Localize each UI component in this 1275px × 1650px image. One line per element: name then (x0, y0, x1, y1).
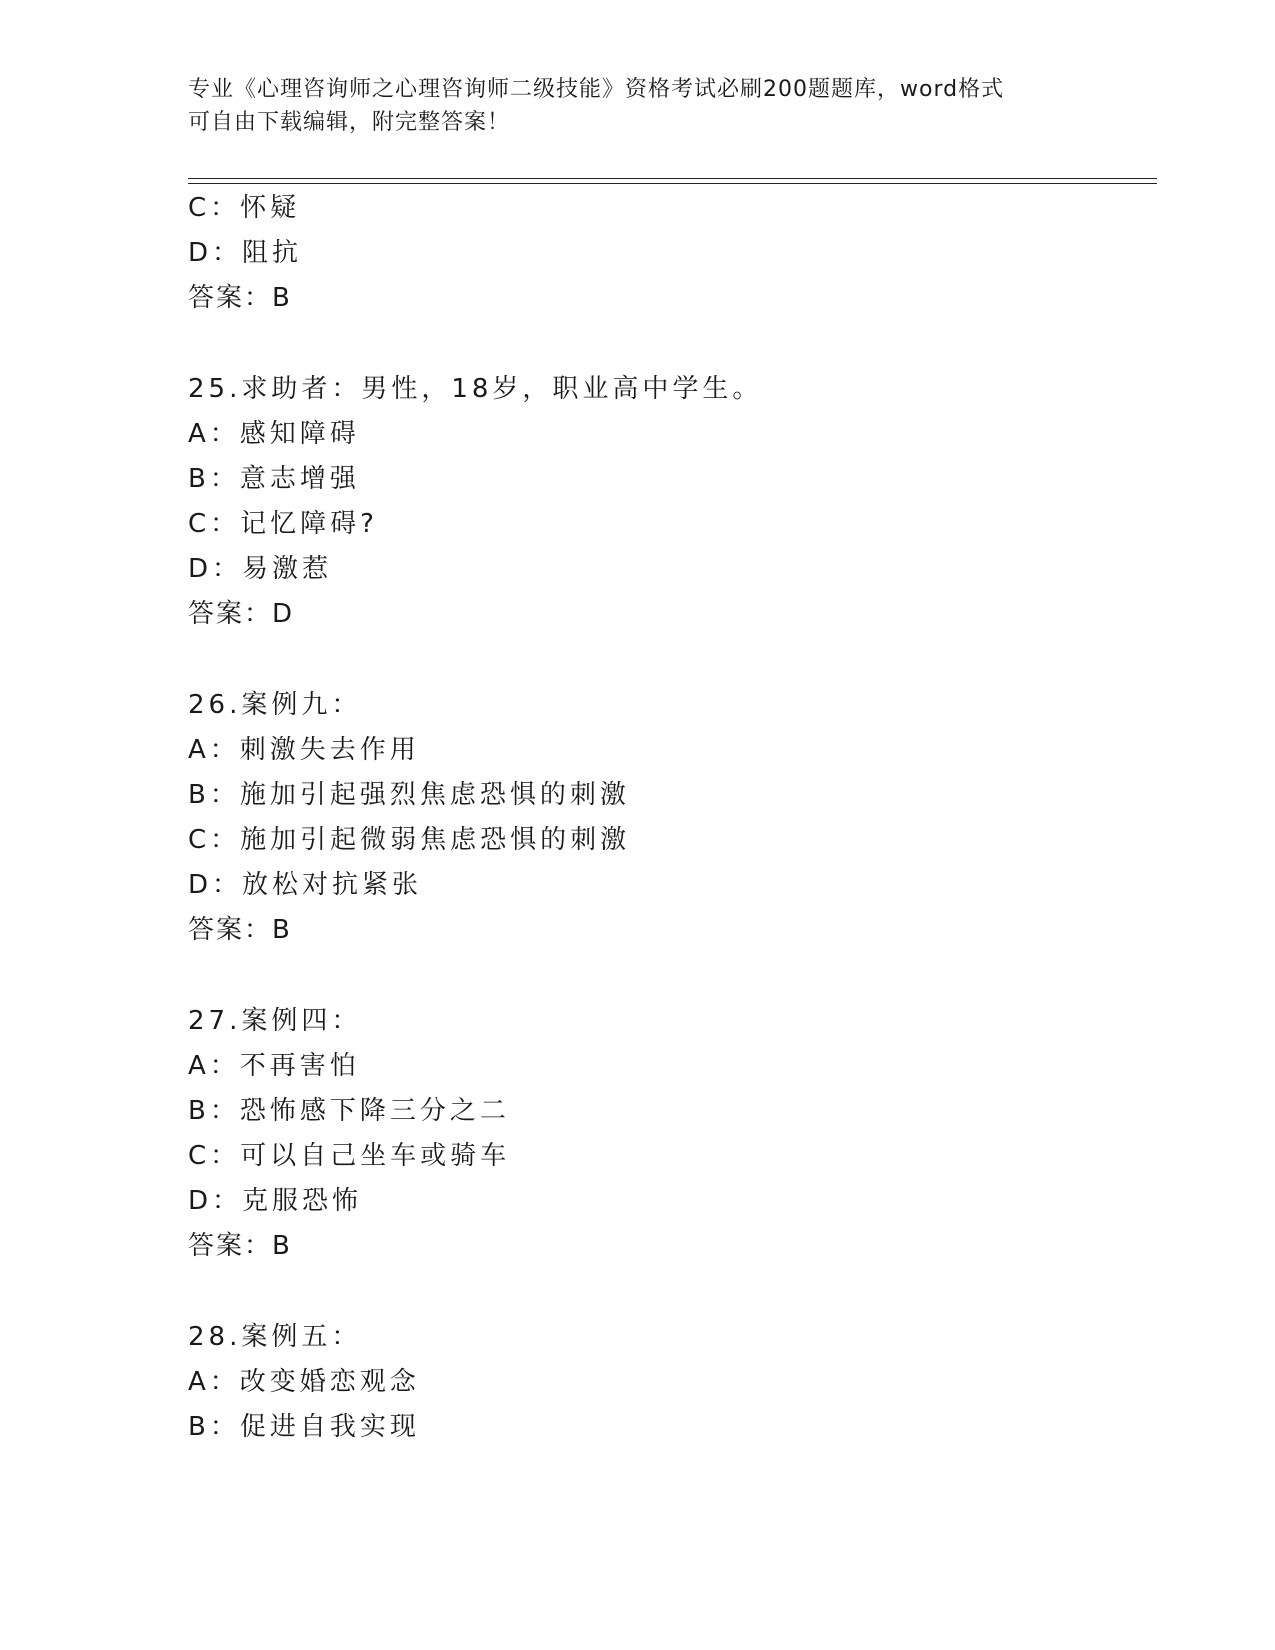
question-28-stem: 28.案例五： (188, 1322, 362, 1352)
question-27-option-b: B：恐怖感下降三分之二 (188, 1096, 510, 1126)
question-27-option-d: D：克服恐怖 (188, 1186, 363, 1216)
document-header (188, 73, 1088, 139)
question-27-option-c: C：可以自己坐车或骑车 (188, 1141, 511, 1171)
header-title-line-1: 专业《心理咨询师之心理咨询师二级技能》资格考试必刷200题题库，word格式 (188, 77, 1005, 102)
question-26-option-d: D：放松对抗紧张 (188, 870, 423, 900)
question-28-option-a: A：改变婚恋观念 (188, 1367, 420, 1397)
question-26-stem: 26.案例九： (188, 690, 362, 720)
answer-line: 答案：B (188, 283, 292, 313)
question-25-stem: 25.求助者：男性，18岁，职业高中学生。 (188, 374, 763, 404)
question-26-answer: 答案：B (188, 915, 292, 945)
question-25-option-c: C：记忆障碍? (188, 509, 378, 539)
question-27-stem: 27.案例四： (188, 1006, 362, 1036)
question-26-option-b: B：施加引起强烈焦虑恐惧的刺激 (188, 780, 630, 810)
option-c: C：怀疑 (188, 193, 301, 223)
question-25-option-b: B：意志增强 (188, 464, 360, 494)
question-28-option-b: B：促进自我实现 (188, 1412, 420, 1442)
header-divider-top (188, 178, 1157, 179)
question-26-option-c: C：施加引起微弱焦虑恐惧的刺激 (188, 825, 631, 855)
question-25-answer: 答案：D (188, 599, 295, 629)
question-25-option-a: A：感知障碍 (188, 419, 360, 449)
question-26-option-a: A：刺激失去作用 (188, 735, 420, 765)
option-d: D：阻抗 (188, 238, 303, 268)
question-27-answer: 答案：B (188, 1231, 292, 1261)
header-divider-bottom (188, 183, 1157, 184)
question-25-option-d: D：易激惹 (188, 554, 333, 584)
question-27-option-a: A：不再害怕 (188, 1051, 360, 1081)
header-title-line-2: 可自由下载编辑，附完整答案！ (188, 110, 511, 135)
